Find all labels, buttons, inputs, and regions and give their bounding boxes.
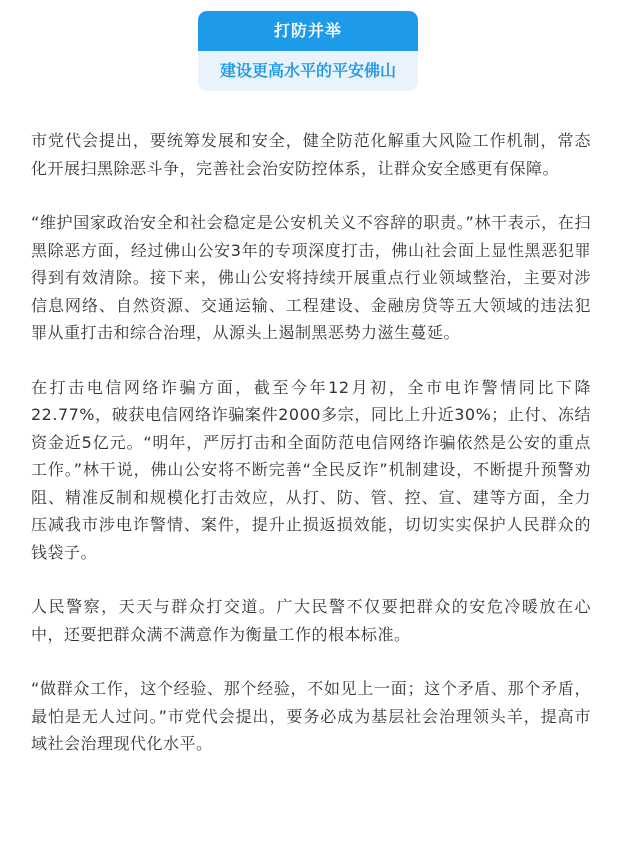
section-subtitle: 建设更高水平的平安佛山: [219, 61, 396, 80]
article-paragraph-5: “做群众工作，这个经验、那个经验，不如见上一面；这个矛盾、那个矛盾，最怕是无人过问。”市党代会提出，要务必成为基层社会治理领头羊，提高市域社会治理现代化水平。: [31, 679, 591, 753]
article-body: [31, 127, 591, 785]
article-paragraph-4: 人民警察，天天与群众打交道。广大民警不仅要把群众的安危冷暖放在心中，还要把群众满不满意作为衡量工作的根本标准。: [31, 597, 591, 644]
article-paragraph-2: “维护国家政治安全和社会稳定是公安机关义不容辞的职责。”林干表示，在扫黑除恶方面，经过佛山公安3年的专项深度打击，佛山社会面上显性黑恶犯罪得到有效清除。接下来，佛山公安将持续开展重点行业领域整治，主要对涉信息网络、自然资源、交通运输、工程建设、金融房贷等五大领域的违法犯罪从重打击和综合治理，从源头上遏制黑恶势力滋生蔓延。: [31, 213, 591, 342]
section-header-card: [198, 11, 418, 91]
article-paragraph-1: 市党代会提出，要统筹发展和安全，健全防范化解重大风险工作机制，常态化开展扫黑除恶斗争，完善社会治安防控体系，让群众安全感更有保障。: [31, 131, 591, 178]
article-paragraph-3: 在打击电信网络诈骗方面，截至今年12月初，全市电诈警情同比下降22.77%，破获电信网络诈骗案件2000多宗，同比上升近30%；止付、冻结资金近5亿元。“明年，严厉打击和全面防范电信网络诈骗依然是公安的重点工作。”林干说，佛山公安将不断完善“全民反诈”机制建设，不断提升预警劝阻、精准反制和规模化打击效应，从打、防、管、控、宣、建等方面，全力压减我市涉电诈警情、案件，提升止损返损效能，切切实实保护人民群众的钱袋子。: [31, 377, 591, 562]
section-tag: 打防并举: [198, 11, 418, 51]
